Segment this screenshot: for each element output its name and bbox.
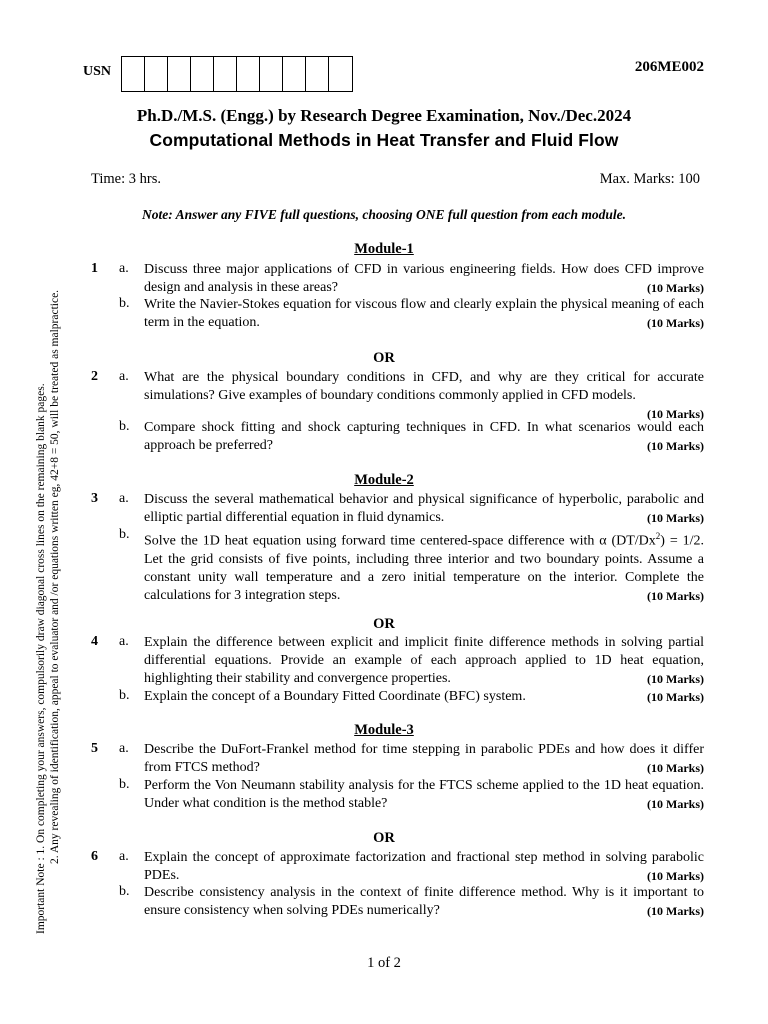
max-marks: Max. Marks: 100 (599, 171, 700, 187)
question-4b-text: Explain the concept of a Boundary Fitted Coordinate (BFC) system. (144, 689, 526, 704)
question-3b-text-1: Solve the 1D heat equation using forward time centered-space difference with α (DT/Dx (144, 533, 656, 549)
exam-title: Ph.D./M.S. (Engg.) by Research Degree Examination, Nov./Dec.2024 (136, 106, 632, 125)
important-note-line-2: 2. Any revealing of identification, appeal to evaluator and /or equations written eg, 42+8 = 50, will be treated as malpractice. (49, 289, 61, 864)
question-number: 2 (91, 369, 98, 384)
part-label: a. (119, 849, 129, 864)
part-label: b. (119, 419, 130, 434)
part-label: a. (119, 491, 129, 506)
question-number: 5 (91, 741, 98, 756)
question-number: 1 (91, 261, 98, 276)
exam-time: Time: 3 hrs. (91, 171, 161, 187)
question-2b-text: Compare shock fitting and shock capturing techniques in CFD. In what scenarios would each approach be preferred? (144, 420, 704, 453)
usn-label: USN (83, 64, 112, 79)
marks-badge: (10 Marks) (647, 904, 704, 918)
marks-badge: (10 Marks) (647, 690, 704, 704)
usn-box (191, 57, 214, 91)
question-2a-text: What are the physical boundary conditions in CFD, and why are they critical for accurate simulations? Give examples of boundary conditions commonly applied in CFD models. (144, 370, 704, 403)
question-6b-text: Describe consistency analysis in the context of finite difference method. Why is it important to ensure consistency when solving PDEs numerically? (144, 885, 704, 918)
question-text (144, 777, 704, 813)
question-text (144, 849, 704, 885)
part-label: a. (119, 261, 129, 276)
part-label: b. (119, 527, 130, 542)
question-text (144, 369, 704, 424)
question-text (144, 741, 704, 777)
usn-box (237, 57, 260, 91)
question-text (144, 527, 704, 605)
module-heading: Module-3 (354, 722, 414, 738)
subject-title: Computational Methods in Heat Transfer and Fluid Flow (149, 130, 619, 150)
marks-badge: (10 Marks) (647, 281, 704, 295)
question-5b-text: Perform the Von Neumann stability analysis for the FTCS scheme applied to the 1D heat equation. Under what condition is the method stable? (144, 778, 704, 811)
usn-box (283, 57, 306, 91)
question-text (144, 634, 704, 688)
part-label: b. (119, 777, 130, 792)
part-label: b. (119, 688, 130, 703)
usn-grid (121, 56, 353, 92)
module-heading: Module-2 (354, 472, 414, 488)
question-6a-text: Explain the concept of approximate factorization and fractional step method in solving parabolic PDEs. (144, 850, 704, 883)
usn-box (260, 57, 283, 91)
part-label: b. (119, 296, 130, 311)
usn-box (306, 57, 329, 91)
part-label: a. (119, 369, 129, 384)
marks-badge: (10 Marks) (647, 797, 704, 811)
question-3a-text: Discuss the several mathematical behavior and physical significance of hyperbolic, parabolic and elliptic partial differential equation in fluid dynamics. (144, 492, 704, 525)
question-1a-text: Discuss three major applications of CFD in various engineering fields. How does CFD improve design and analysis in these areas? (144, 262, 704, 295)
part-label: a. (119, 741, 129, 756)
marks-badge: (10 Marks) (647, 316, 704, 330)
question-3b-text-2: ) = 1/2. Let the grid consists of five points, including three interior and two boundary points. Assume a constant unity wall temperature and a zero initial temperature on the interior. Complete the calculations for 3 integration steps. (144, 533, 704, 603)
subject-code: 206ME002 (634, 59, 704, 75)
usn-box (168, 57, 191, 91)
or-divider: OR (373, 830, 395, 846)
usn-box (122, 57, 145, 91)
usn-box (329, 57, 352, 91)
or-divider: OR (373, 616, 395, 632)
question-text (144, 296, 704, 332)
question-number: 6 (91, 849, 98, 864)
question-number: 4 (91, 634, 98, 649)
marks-badge: (10 Marks) (647, 511, 704, 525)
usn-box (214, 57, 237, 91)
question-text (144, 491, 704, 527)
instructions-note: Note: Answer any FIVE full questions, choosing ONE full question from each module. (141, 207, 627, 222)
module-heading: Module-1 (354, 241, 414, 257)
important-note-line-1: Important Note : 1. On completing your answers, compulsorily draw diagonal cross lines on the remaining blank pages. (35, 383, 47, 934)
or-divider: OR (373, 350, 395, 366)
question-4a-text: Explain the difference between explicit and implicit finite difference methods in solving partial differential equations. Provide an example of each approach applied to 1D heat equation, highlighting their stability and convergence properties. (144, 635, 704, 686)
question-text (144, 419, 704, 455)
question-number: 3 (91, 491, 98, 506)
part-label: a. (119, 634, 129, 649)
question-text (144, 884, 704, 920)
question-text (144, 261, 704, 297)
question-text (144, 688, 704, 706)
page-number: 1 of 2 (367, 955, 401, 971)
marks-badge: (10 Marks) (647, 672, 704, 686)
marks-badge: (10 Marks) (647, 761, 704, 775)
marks-badge: (10 Marks) (647, 439, 704, 453)
part-label: b. (119, 884, 130, 899)
question-1b-text: Write the Navier-Stokes equation for viscous flow and clearly explain the physical meaning of each term in the equation. (144, 297, 704, 330)
important-note-side (34, 224, 62, 934)
question-5a-text: Describe the DuFort-Frankel method for time stepping in parabolic PDEs and how does it differ from FTCS method? (144, 742, 704, 775)
marks-badge: (10 Marks) (647, 588, 704, 603)
usn-box (145, 57, 168, 91)
marks-badge: (10 Marks) (647, 407, 704, 421)
superscript: 2 (655, 531, 661, 541)
marks-badge: (10 Marks) (647, 869, 704, 883)
